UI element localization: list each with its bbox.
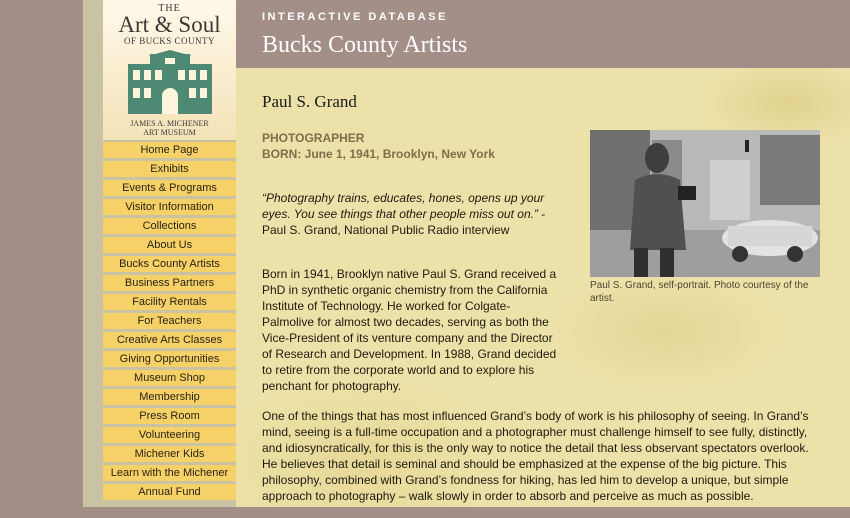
page-header <box>236 0 850 68</box>
nav-item-annual-fund[interactable]: Annual Fund <box>103 484 236 500</box>
artist-name: Paul S. Grand <box>262 92 357 111</box>
nav-item-for-teachers[interactable]: For Teachers <box>103 313 236 329</box>
logo-line-bucks-county: OF BUCKS COUNTY <box>123 36 215 46</box>
nav-item-learn-with-the-michener[interactable]: Learn with the Michener <box>103 465 236 481</box>
nav-item-bucks-county-artists[interactable]: Bucks County Artists <box>103 256 236 272</box>
nav-item-collections[interactable]: Collections <box>103 218 236 234</box>
logo-sub-line2: ART MUSEUM <box>143 128 196 137</box>
quote-text: “Photography trains, educates, hones, opens up your eyes. You see things that other people miss out on.” <box>262 191 545 221</box>
page-title: Bucks County Artists <box>262 32 468 58</box>
header-eyebrow: INTERACTIVE DATABASE <box>262 11 448 23</box>
nav-item-visitor-information[interactable]: Visitor Information <box>103 199 236 215</box>
bio-paragraph-1 <box>262 266 822 394</box>
nav-item-exhibits[interactable]: Exhibits <box>103 161 236 177</box>
nav-item-about-us[interactable]: About Us <box>103 237 236 253</box>
nav-item-facility-rentals[interactable]: Facility Rentals <box>103 294 236 310</box>
nav-item-creative-arts-classes[interactable]: Creative Arts Classes <box>103 332 236 348</box>
artist-born: BORN: June 1, 1941, Brooklyn, New York <box>262 147 495 161</box>
bio-paragraph-1-text: Born in 1941, Brooklyn native Paul S. Grand received a PhD in synthetic organic chemistry from the California Institute of Technology. He worked for Colgate-Palmolive for almost two decades, serving as both the Vice-President of its venture company and the Director of Research and Development. In 1988, Grand decided to retire from the corporate world and to explore his penchant for photography. <box>262 267 557 393</box>
nav-item-museum-shop[interactable]: Museum Shop <box>103 370 236 386</box>
artist-biography <box>262 266 822 518</box>
main-nav <box>103 142 236 503</box>
nav-item-michener-kids[interactable]: Michener Kids <box>103 446 236 462</box>
museum-logo[interactable] <box>103 0 236 140</box>
left-margin-band <box>0 0 83 507</box>
nav-item-press-room[interactable]: Press Room <box>103 408 236 424</box>
logo-sub-line1: JAMES A. MICHENER <box>130 119 209 128</box>
nav-item-giving-opportunities[interactable]: Giving Opportunities <box>103 351 236 367</box>
logo-museum-name <box>103 119 236 137</box>
logo-line-the: THE <box>158 3 181 14</box>
artist-self-portrait-image <box>590 130 820 277</box>
quote-attribution: - Paul S. Grand, National Public Radio interview <box>262 207 546 237</box>
main-content <box>236 68 850 507</box>
nav-item-home[interactable]: Home Page <box>103 142 236 158</box>
nav-item-membership[interactable]: Membership <box>103 389 236 405</box>
nav-item-volunteering[interactable]: Volunteering <box>103 427 236 443</box>
museum-building-icon <box>122 50 218 116</box>
artist-role: PHOTOGRAPHER <box>262 131 365 145</box>
artist-quote <box>262 190 552 238</box>
sidebar <box>83 0 236 507</box>
bio-paragraph-2: One of the things that has most influenced Grand’s body of work is his philosophy of seeing. In Grand’s mind, seeing is a full-time occupation and a photographer must challenge himself to see fully, distinctly, and idiosyncratically, for this is the only way to notice the detail that less observant spectators overlook. He believes that detail is seminal and should be emphasized at the expense of the big picture. This philosophy, combined with Grand’s fondness for hiking, has led him to develop a unique, but simple approach to photography – walk slowly in order to absorb and perceive as much as possible. <box>262 409 809 503</box>
logo-line-art-soul: Art & Soul <box>118 12 221 37</box>
nav-item-business-partners[interactable]: Business Partners <box>103 275 236 291</box>
photo-caption: Paul S. Grand, self-portrait. Photo courtesy of the artist. <box>590 280 809 304</box>
nav-item-events[interactable]: Events & Programs <box>103 180 236 196</box>
artist-meta <box>262 130 495 162</box>
